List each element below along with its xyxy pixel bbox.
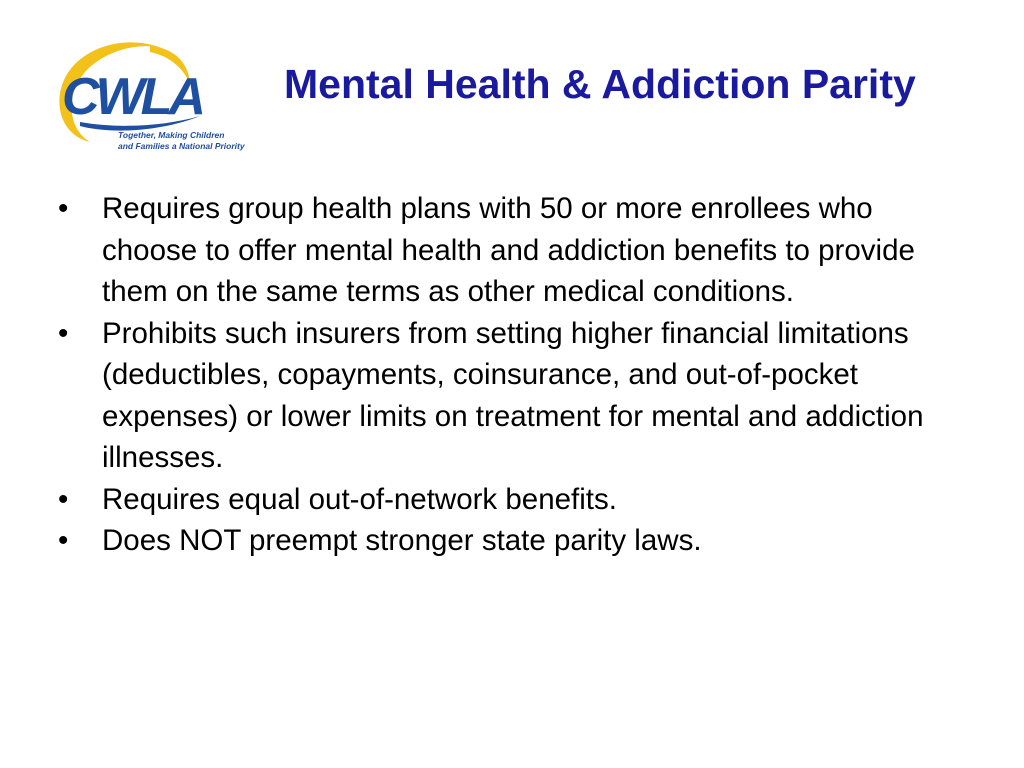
bullet-item — [58, 479, 968, 521]
bullet-icon: • — [58, 192, 69, 225]
bullet-item — [58, 188, 968, 313]
cwla-logo — [50, 34, 245, 159]
logo-wordmark: CWLA — [62, 68, 202, 126]
bullet-text: Requires equal out-of-network benefits. — [102, 482, 617, 516]
bullet-text: Does NOT preempt stronger state parity laws. — [102, 524, 702, 557]
cwla-logo-graphic — [50, 34, 245, 159]
bullet-icon: • — [58, 524, 69, 557]
bullet-item — [58, 520, 968, 562]
slide-title: Mental Health & Addiction Parity — [284, 61, 916, 107]
bullet-icon: • — [58, 482, 69, 516]
bullet-text: Prohibits such insurers from setting higher financial limitations (deductibles, copayments, coinsurance, and out-of-pocket expenses) or lower limits on treatment for mental and addiction illnesses. — [102, 316, 924, 474]
logo-tagline-line2: and Families a National Priority — [118, 141, 245, 151]
bullet-list — [58, 188, 968, 562]
bullet-text: Requires group health plans with 50 or more enrollees who choose to offer mental health and addiction benefits to provide them on the same terms as other medical conditions. — [102, 192, 915, 308]
bullet-item — [58, 313, 968, 479]
logo-tagline-line1: Together, Making Children — [118, 130, 225, 140]
bullet-icon: • — [58, 316, 69, 350]
